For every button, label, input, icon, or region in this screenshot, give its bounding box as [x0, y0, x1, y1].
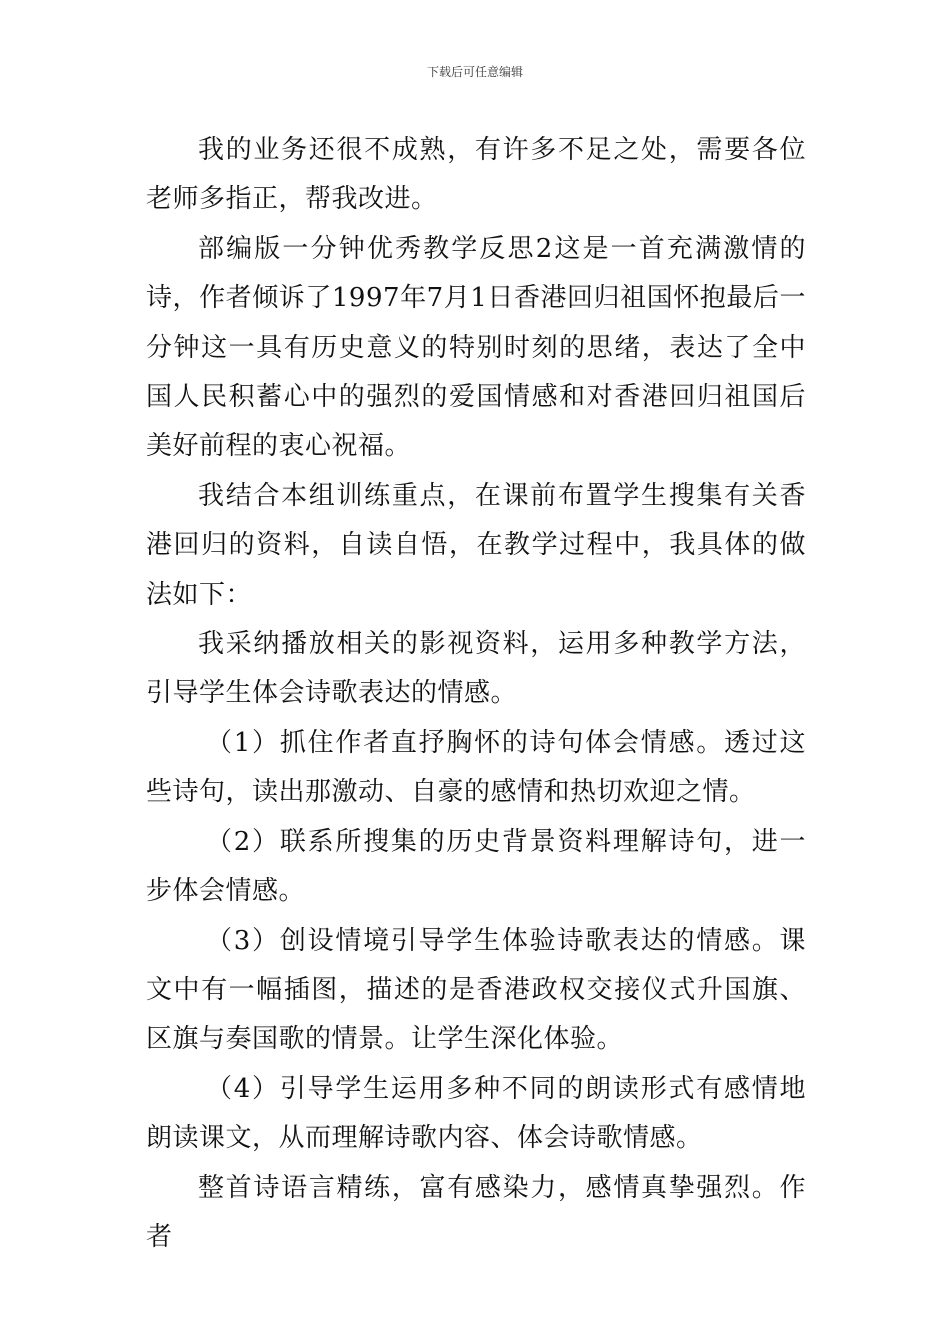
paragraph-4: 我采纳播放相关的影视资料，运用多种教学方法，引导学生体会诗歌表达的情感。 [146, 629, 806, 709]
paragraph-list-item-3: （3）创设情境引导学生体验诗歌表达的情感。课文中有一幅插图，描述的是香港政权交接仪式升国旗、区旗与奏国歌的情景。让学生深化体验。 [146, 925, 806, 1055]
paragraph-1: 我的业务还很不成熟，有许多不足之处，需要各位老师多指正，帮我改进。 [146, 135, 806, 215]
paragraph-5: 整首诗语言精练，富有感染力，感情真挚强烈。作者 [146, 1172, 806, 1252]
paragraph-list-item-4: （4）引导学生运用多种不同的朗读形式有感情地朗读课文，从而理解诗歌内容、体会诗歌情感。 [146, 1073, 806, 1154]
paragraph-3: 我结合本组训练重点，在课前布置学生搜集有关香港回归的资料，自读自悟，在教学过程中，我具体的做法如下： [146, 480, 806, 610]
paragraph-list-item-2: （2）联系所搜集的历史背景资料理解诗句，进一步体会情感。 [146, 826, 806, 907]
paragraph-list-item-1: （1）抓住作者直抒胸怀的诗句体会情感。透过这些诗句，读出那激动、自豪的感情和热切欢迎之情。 [146, 727, 806, 808]
page-header: 下载后可任意编辑 [426, 65, 523, 79]
paragraph-2: 部编版一分钟优秀教学反思2这是一首充满激情的诗，作者倾诉了1997年7月1日香港回归祖国怀抱最后一分钟这一具有历史意义的特别时刻的思绪，表达了全中国人民积蓄心中的强烈的爱国情感和对香港回归祖国后美好前程的衷心祝福。 [146, 233, 806, 462]
document-body [146, 126, 806, 1262]
